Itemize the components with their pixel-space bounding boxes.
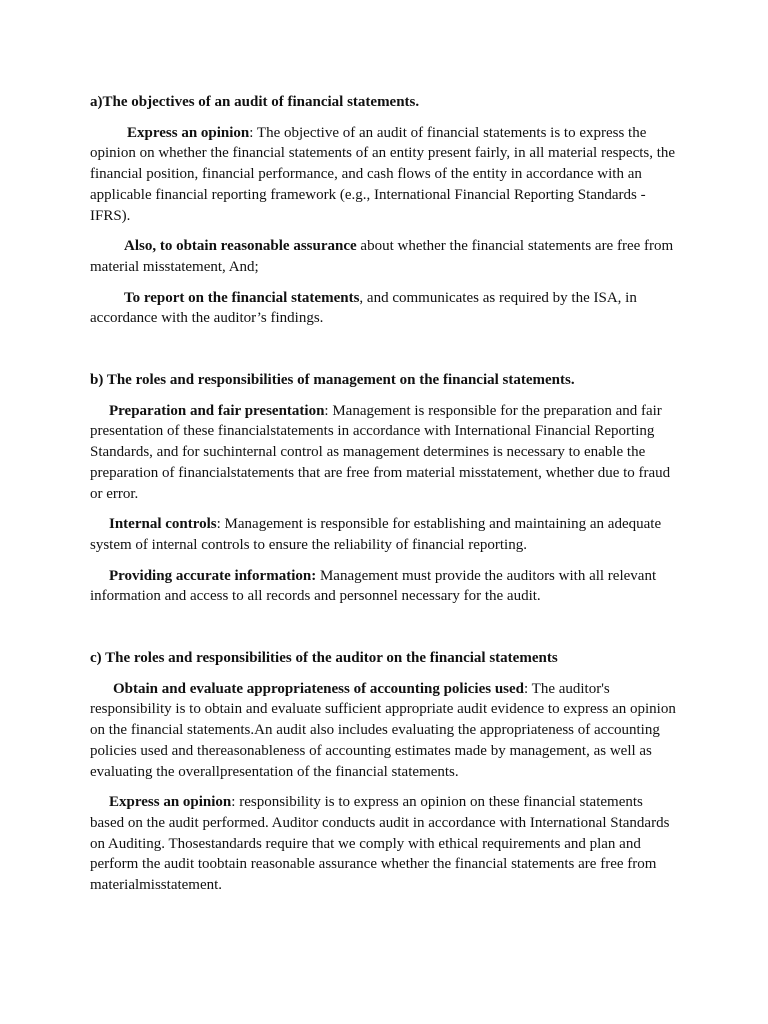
paragraph-lead: Express an opinion [127, 124, 250, 141]
paragraph-text: : The objective of an audit of financial statements is to express the opinion on whether the financial statements of an entity present fairly, in all material respects, the financial position, financial performance, and cash flows of the entity in accordance with an applicable financial reporting framework (e.g., International Financial Reporting Standards - IFRS). [90, 124, 676, 224]
section-objectives [90, 92, 678, 329]
paragraph-text: : Management is responsible for the preparation and fair presentation of these financialstatements in accordance with International Financial Reporting Standards, and for suchinternal control as management determines is necessary to enable the preparation of financialstatements that are free from material misstatement, whether due to fraud or error. [90, 402, 671, 502]
paragraph-lead: Also, to obtain reasonable assurance [124, 238, 357, 255]
paragraph-text: about whether the financial statements are free from material misstatement, And; [90, 238, 674, 275]
paragraph-lead: Internal controls [109, 516, 217, 533]
paragraph-lead: Express an opinion [109, 794, 232, 811]
section-heading: c) The roles and responsibilities of the auditor on the financial statements [90, 650, 558, 667]
paragraph [90, 566, 678, 607]
paragraph [90, 514, 678, 555]
paragraph [90, 123, 678, 227]
paragraph [90, 792, 678, 896]
paragraph-text: : The auditor's responsibility is to obtain and evaluate sufficient appropriate audit evidence to express an opinion on the financial statements.An audit also includes evaluating the appropriateness of accounting policies used and thereasonableness of accounting estimates made by management, as well as evaluating the overallpresentation of the financial statements. [90, 680, 676, 780]
paragraph-lead: Obtain and evaluate appropriateness of accounting policies used [113, 680, 525, 697]
section-auditor-responsibilities [90, 648, 678, 896]
paragraph-lead: Preparation and fair presentation [109, 402, 325, 419]
paragraph [90, 679, 678, 783]
paragraph-text: , and communicates as required by the ISA, in accordance with the auditor’s findings. [90, 289, 637, 327]
paragraph-text: : responsibility is to express an opinion on these financial statements based on the audit performed. Auditor conducts audit in accordance with International Standards on Auditing. Thosestandards require that we comply with ethical requirements and plan and perform the audit toobtain reasonable assurance whether the financial statements are free from materialmisstatement. [90, 794, 670, 894]
section-heading: b) The roles and responsibilities of management on the financial statements. [90, 372, 575, 389]
paragraph-lead: Providing accurate information: [109, 567, 317, 584]
paragraph [90, 288, 678, 329]
paragraph-text: Management must provide the auditors with all relevant information and access to all records and personnel necessary for the audit. [90, 567, 657, 605]
paragraph [90, 236, 678, 277]
section-management-responsibilities [90, 370, 678, 607]
paragraph-lead: To report on the financial statements [124, 289, 360, 306]
paragraph-text: : Management is responsible for establishing and maintaining an adequate system of internal controls to ensure the reliability of financial reporting. [90, 516, 662, 553]
paragraph [90, 401, 678, 505]
section-heading: a)The objectives of an audit of financial statements. [90, 94, 420, 110]
